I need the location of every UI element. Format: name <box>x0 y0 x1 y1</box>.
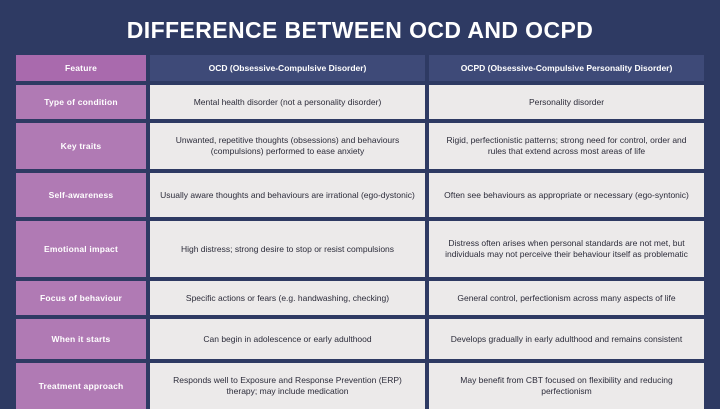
header-ocpd: OCPD (Obsessive-Compulsive Personality Disorder) <box>429 55 704 81</box>
row-ocd-value: Mental health disorder (not a personality disorder) <box>150 85 425 119</box>
row-ocpd-value: May benefit from CBT focused on flexibility and reducing perfectionism <box>429 363 704 409</box>
table-row <box>16 173 704 217</box>
row-ocd-value: Usually aware thoughts and behaviours are irrational (ego-dystonic) <box>150 173 425 217</box>
row-ocpd-value: Often see behaviours as appropriate or necessary (ego-syntonic) <box>429 173 704 217</box>
row-feature-label: When it starts <box>16 319 146 359</box>
comparison-table <box>16 55 704 409</box>
row-feature-label: Key traits <box>16 123 146 169</box>
row-feature-label: Focus of behaviour <box>16 281 146 315</box>
row-ocd-value: High distress; strong desire to stop or resist compulsions <box>150 221 425 277</box>
table-row <box>16 85 704 119</box>
row-feature-label: Emotional impact <box>16 221 146 277</box>
table-row <box>16 281 704 315</box>
header-feature: Feature <box>16 55 146 81</box>
row-ocd-value: Responds well to Exposure and Response Prevention (ERP) therapy; may include medication <box>150 363 425 409</box>
row-feature-label: Treatment approach <box>16 363 146 409</box>
table-row <box>16 363 704 409</box>
row-feature-label: Self-awareness <box>16 173 146 217</box>
table-row <box>16 221 704 277</box>
row-ocd-value: Specific actions or fears (e.g. handwashing, checking) <box>150 281 425 315</box>
row-ocpd-value: Distress often arises when personal standards are not met, but individuals may not perceive their behaviour itself as problematic <box>429 221 704 277</box>
header-ocd: OCD (Obsessive-Compulsive Disorder) <box>150 55 425 81</box>
page-title: DIFFERENCE BETWEEN OCD AND OCPD <box>126 17 594 43</box>
row-ocpd-value: Rigid, perfectionistic patterns; strong need for control, order and rules that extend across most areas of life <box>429 123 704 169</box>
table-row <box>16 319 704 359</box>
row-ocd-value: Can begin in adolescence or early adulthood <box>150 319 425 359</box>
row-ocpd-value: General control, perfectionism across many aspects of life <box>429 281 704 315</box>
row-feature-label: Type of condition <box>16 85 146 119</box>
row-ocpd-value: Develops gradually in early adulthood and remains consistent <box>429 319 704 359</box>
row-ocd-value: Unwanted, repetitive thoughts (obsessions) and behaviours (compulsions) performed to ease anxiety <box>150 123 425 169</box>
table-header-row <box>16 55 704 81</box>
row-ocpd-value: Personality disorder <box>429 85 704 119</box>
table-row <box>16 123 704 169</box>
